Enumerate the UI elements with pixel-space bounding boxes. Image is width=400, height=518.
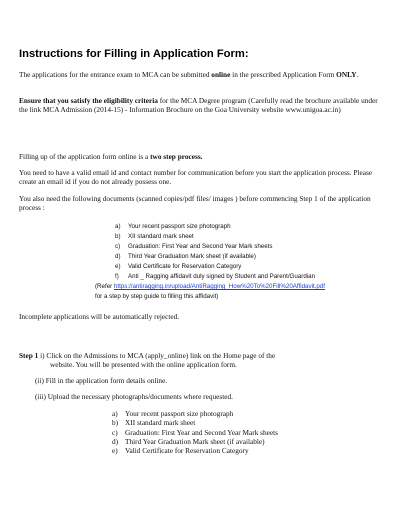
affidavit-reference (95, 282, 390, 302)
email-note-paragraph: You need to have a valid email id and contact number for communication before you start the application process. Please create an email id if you do not already possess one. (19, 168, 373, 187)
two-step-emphasis: two step process. (150, 152, 203, 161)
list-item: c) Graduation: First Year and Second Year Mark sheets (112, 427, 279, 437)
two-step-paragraph (19, 152, 384, 161)
two-step-text: Filling up of the application form online is a (19, 152, 151, 161)
intro-text: The applications for the entrance exam to MCA can be submitted (19, 70, 212, 79)
refer-text-2: for a step by step guide to filling this affidavit) (95, 293, 219, 300)
incomplete-warning: Incomplete applications will be automatically rejected. (19, 312, 180, 321)
list-item: a) Your recent passport size photograph (115, 223, 231, 230)
step1-label: Step 1 (19, 351, 39, 360)
intro-end: . (356, 70, 359, 79)
page-title: Instructions for Filling in Application Form: (19, 48, 249, 60)
affidavit-guide-link[interactable]: https://antiragging.in/upload/AntiRagging_How%20To%20Fill%20Affidavit.pdf (113, 283, 326, 290)
step1-fill-details: (ii) Fill in the application form details online. (35, 376, 168, 385)
list-item: e) Valid Certificate for Reservation Category (112, 446, 249, 456)
intro-emphasis-online: online (211, 70, 231, 79)
list-item: f) Anti _ Ragging affidavit duly signed by Student and Parent/Guardian (115, 273, 316, 280)
list-item: b) XII standard mark sheet (112, 418, 196, 428)
refer-text: (Refer (95, 283, 114, 290)
step1-line1: i) Click on the Admissions to MCA (apply_online) link on the Home page of the (38, 351, 276, 360)
documents-note-paragraph: You also need the following documents (scanned copies/pdf files/ images ) before commencing Step 1 of the application process : (19, 194, 371, 213)
intro-text-2: in the prescribed Application Form (230, 70, 337, 79)
step1-line2: website. You will be presented with the online application form. (50, 360, 237, 370)
list-item: d) Third Year Graduation Mark sheet (if available) (115, 253, 256, 260)
list-item: c) Graduation: First Year and Second Year Mark sheets (115, 243, 273, 250)
step1-upload-documents: (iii) Upload the necessary photographs/documents where requested. (35, 392, 233, 401)
list-item: d) Third Year Graduation Mark sheet (if available) (112, 436, 265, 446)
list-item: a) Your recent passport size photograph (112, 409, 234, 418)
upload-documents-list (112, 409, 278, 455)
list-item: b) XII standard mark sheet (115, 233, 194, 240)
required-documents-list (115, 222, 315, 282)
intro-paragraph (19, 70, 384, 79)
eligibility-emphasis: Ensure that you satisfy the eligibility criteria (19, 96, 158, 105)
eligibility-text: for the MCA Degree program (Carefully read the brochure available under the link MCA Admission (2014-15) - Information Brochure on the Goa University website www.unigoa.ac.in) (19, 96, 378, 115)
eligibility-paragraph (19, 96, 384, 114)
step1-section (19, 351, 384, 369)
list-item: e) Valid Certificate for Reservation Category (115, 263, 242, 270)
intro-emphasis-only: ONLY (336, 70, 357, 79)
